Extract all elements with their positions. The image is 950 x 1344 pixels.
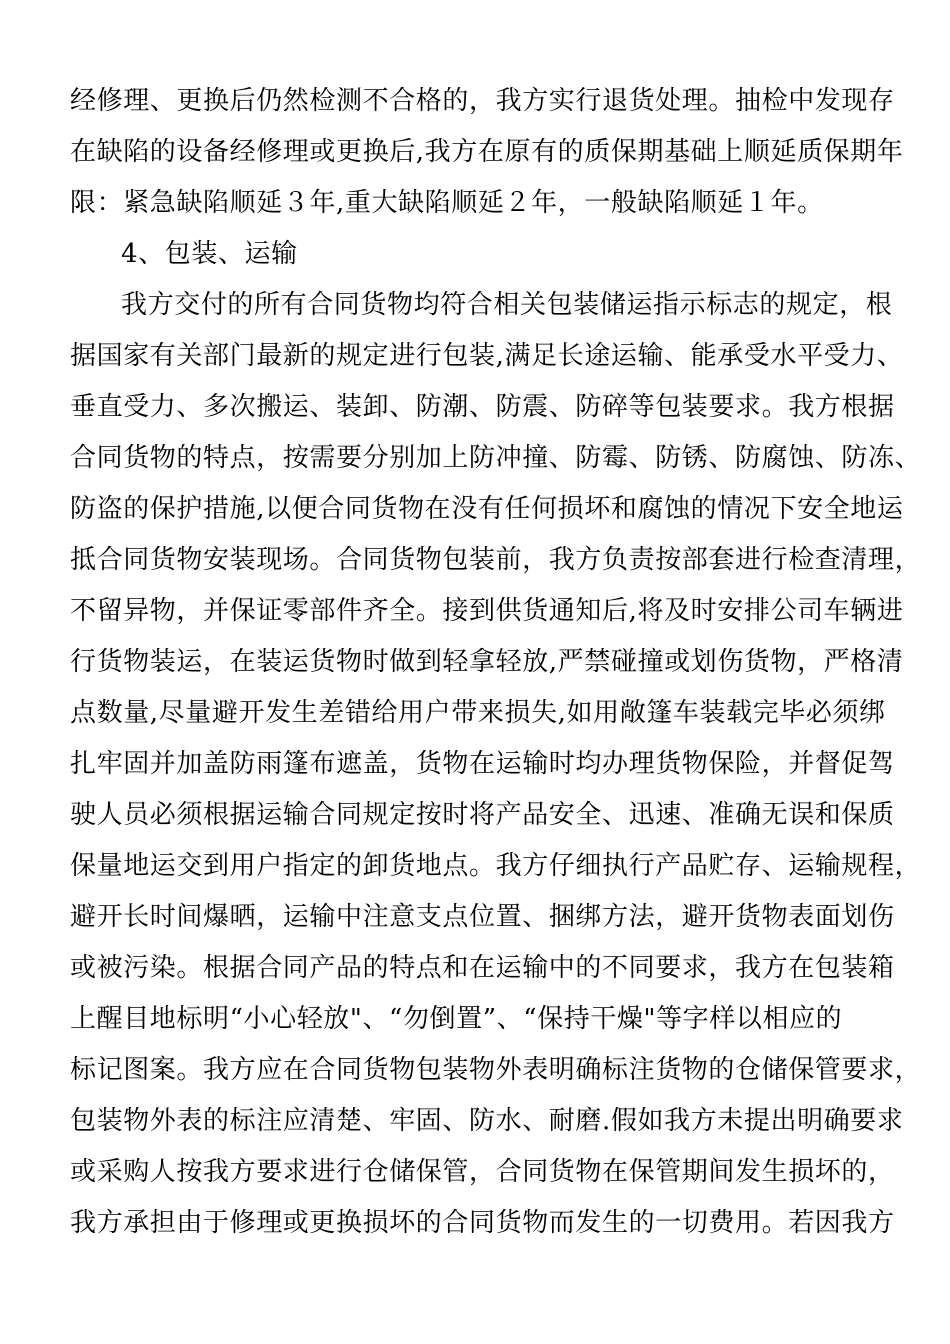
paragraph-line: 扎牢固并加盖防雨篷布遮盖，货物在运输时均办理货物保险，并督促驾 (70, 749, 895, 779)
paragraph-line: 据国家有关部门最新的规定进行包装,满足长途运输、能承受水平受力、 (70, 341, 904, 371)
section-heading: 4、包装、运输 (121, 239, 298, 269)
paragraph-line: 我方承担由于修理或更换损坏的合同货物而发生的一切费用。若因我方 (70, 1208, 895, 1238)
paragraph-line: 上醒目地标明“小心轻放"、“勿倒置”、“保持干燥"等字样以相应的 (70, 1004, 843, 1034)
paragraph-line: 点数量,尽量避开发生差错给用户带来损失,如用敞篷车装载完毕必须绑 (70, 698, 886, 728)
paragraph-line: 我方交付的所有合同货物均符合相关包装储运指示标志的规定，根 (121, 290, 893, 320)
paragraph-line: 保量地运交到用户指定的卸货地点。我方仔细执行产品贮存、运输规程， (70, 851, 922, 881)
paragraph-line: 限：紧急缺陷顺延３年,重大缺陷顺延２年，一般缺陷顺延１年。 (70, 188, 824, 218)
paragraph-line: 包装物外表的标注应清楚、牢固、防水、耐磨.假如我方未提出明确要求 (70, 1106, 904, 1136)
paragraph-line: 标记图案。我方应在合同货物包装物外表明确标注货物的仓储保管要求， (70, 1055, 922, 1085)
paragraph-line: 经修理、更换后仍然检测不合格的，我方实行退货处理。抽检中发现存 (70, 86, 895, 116)
paragraph-line: 驶人员必须根据运输合同规定按时将产品安全、迅速、准确无误和保质 (70, 800, 895, 830)
paragraph-line: 抵合同货物安装现场。合同货物包装前，我方负责按部套进行检查清理， (70, 545, 922, 575)
paragraph-line: 避开长时间爆晒，运输中注意支点位置、捆绑方法，避开货物表面划伤 (70, 902, 895, 932)
paragraph-line: 垂直受力、多次搬运、装卸、防潮、防震、防碎等包装要求。我方根据 (70, 392, 895, 422)
paragraph-line: 合同货物的特点，按需要分别加上防冲撞、防霉、防锈、防腐蚀、防冻、 (70, 443, 922, 473)
paragraph-line: 防盗的保护措施,以便合同货物在没有任何损坏和腐蚀的情况下安全地运 (70, 494, 904, 524)
paragraph-line: 行货物装运，在装运货物时做到轻拿轻放,严禁碰撞或划伤货物，严格清 (70, 647, 904, 677)
paragraph-line: 或被污染。根据合同产品的特点和在运输中的不同要求，我方在包装箱 (70, 953, 895, 983)
paragraph-line: 不留异物，并保证零部件齐全。接到供货通知后,将及时安排公司车辆进 (70, 596, 904, 626)
paragraph-line: 或采购人按我方要求进行仓储保管，合同货物在保管期间发生损坏的， (70, 1157, 895, 1187)
paragraph-line: 在缺陷的设备经修理或更换后,我方在原有的质保期基础上顺延质保期年 (70, 137, 904, 167)
